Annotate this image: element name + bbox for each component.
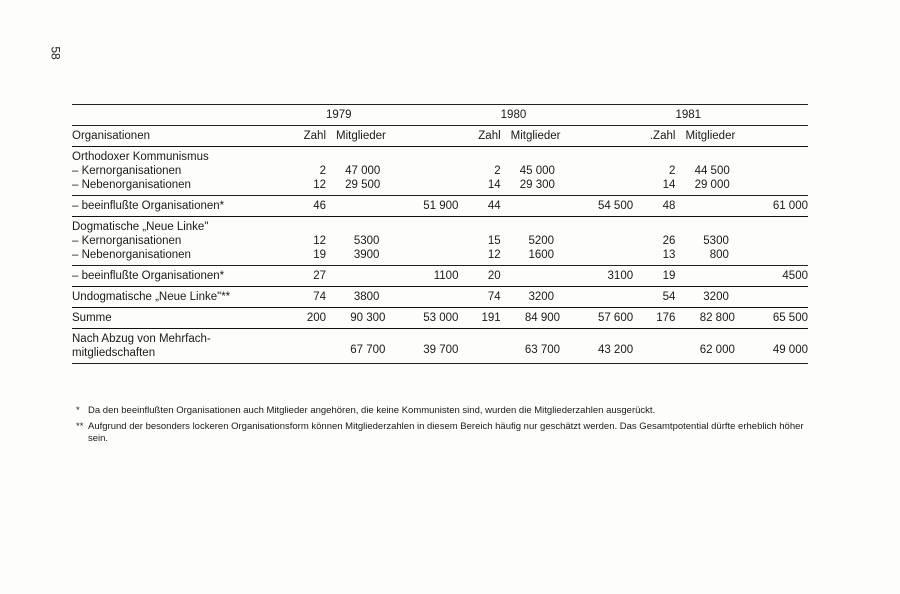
cell: 12 — [313, 235, 326, 247]
cell: 27 — [284, 266, 326, 287]
net-label-line2: mitgliedschaften — [72, 347, 156, 359]
cell: 3800 — [326, 287, 399, 308]
cell: 54 — [633, 287, 675, 308]
cell: 90 300 — [326, 308, 399, 329]
table-row — [72, 178, 808, 196]
cell: 3900 — [353, 249, 380, 261]
year-1981: 1981 — [675, 105, 748, 126]
cell: 4500 — [749, 266, 808, 287]
cell: 29 500 — [345, 179, 381, 191]
cell: 84 900 — [501, 308, 574, 329]
cell: 2 — [494, 165, 501, 177]
cell: 2 — [319, 165, 326, 177]
cell: 14 — [487, 179, 501, 191]
table-row — [72, 164, 808, 178]
cell: 3200 — [501, 287, 574, 308]
cell: 19 — [313, 249, 326, 261]
cell: 5200 — [528, 235, 555, 247]
cell: 48 — [633, 196, 675, 217]
cell: 65 500 — [749, 308, 808, 329]
footnote-text: Aufgrund der besonders lockeren Organisationsform können Mitgliederzahlen in diesem Bereich häufig nur geschätzt werden. Das Gesamtpotential dürfte erheblich höher sein. — [88, 421, 804, 444]
cell: 54 500 — [574, 196, 633, 217]
cell: 46 — [284, 196, 326, 217]
cell: 3100 — [574, 266, 633, 287]
row-label: Undogmatische „Neue Linke"** — [72, 287, 284, 308]
year-1980: 1980 — [501, 105, 574, 126]
cell: 43 200 — [574, 329, 633, 364]
section-title-row — [72, 217, 808, 235]
cell: 51 900 — [399, 196, 458, 217]
header-zahl: .Zahl — [633, 126, 675, 147]
cell: 26 — [662, 235, 676, 247]
row-label: – Kernorganisationen — [72, 235, 182, 247]
header-zahl: Zahl — [458, 126, 500, 147]
header-mitglieder: Mitglieder — [501, 126, 574, 147]
page-number: 58 — [48, 46, 63, 60]
section-title: Dogmatische „Neue Linke" — [72, 217, 284, 235]
footnote — [76, 421, 816, 445]
header-zahl: Zahl — [284, 126, 326, 147]
cell: 39 700 — [399, 329, 458, 364]
column-header-row — [72, 126, 808, 147]
cell: 200 — [284, 308, 326, 329]
cell: 13 — [662, 249, 676, 261]
year-header-row — [72, 105, 808, 126]
cell: 62 000 — [675, 329, 748, 364]
cell: 53 000 — [399, 308, 458, 329]
section-title-row — [72, 147, 808, 165]
cell: 176 — [633, 308, 675, 329]
row-label: Summe — [72, 308, 284, 329]
header-mitglieder: Mitglieder — [675, 126, 748, 147]
cell: 63 700 — [501, 329, 574, 364]
table-row — [72, 266, 808, 287]
membership-table — [72, 104, 808, 364]
cell: 14 — [662, 179, 676, 191]
cell: 191 — [458, 308, 500, 329]
cell: 5300 — [703, 235, 729, 247]
footnote-mark: * — [76, 405, 80, 416]
row-label: – beeinflußte Organisationen* — [72, 196, 284, 217]
cell: 47 000 — [345, 165, 381, 177]
cell: 1600 — [528, 249, 555, 261]
cell: 82 800 — [675, 308, 748, 329]
table-row — [72, 234, 808, 248]
sum-row — [72, 308, 808, 329]
footnote — [76, 405, 816, 417]
footnote-text: Da den beeinflußten Organisationen auch Mitglieder angehören, die keine Kommunisten sind, wurden die Mitgliederzahlen ausgerückt. — [88, 405, 656, 416]
cell: 29 300 — [519, 179, 555, 191]
cell: 19 — [633, 266, 675, 287]
cell: 1100 — [399, 266, 458, 287]
row-label — [72, 329, 284, 364]
cell: 5300 — [353, 235, 380, 247]
row-label: – Nebenorganisationen — [72, 249, 191, 261]
cell: 44 500 — [694, 165, 730, 177]
cell: 20 — [458, 266, 500, 287]
cell: 12 — [313, 179, 326, 191]
header-mitglieder: Mitglieder — [326, 126, 399, 147]
cell: 3200 — [675, 287, 748, 308]
header-organisations: Organisationen — [72, 126, 284, 147]
cell: 800 — [709, 249, 729, 261]
cell: 74 — [284, 287, 326, 308]
table-row — [72, 248, 808, 266]
row-label: – beeinflußte Organisationen* — [72, 266, 284, 287]
table-row — [72, 196, 808, 217]
section-title: Orthodoxer Kommunismus — [72, 147, 284, 165]
cell: 12 — [487, 249, 501, 261]
cell: 74 — [458, 287, 500, 308]
cell: 57 600 — [574, 308, 633, 329]
net-row — [72, 329, 808, 364]
cell: 29 000 — [694, 179, 730, 191]
cell: 49 000 — [749, 329, 808, 364]
cell: 44 — [458, 196, 500, 217]
row-label: – Kernorganisationen — [72, 165, 182, 177]
footnote-mark: ** — [76, 421, 84, 432]
table-row — [72, 287, 808, 308]
net-label-line1: Nach Abzug von Mehrfach- — [72, 333, 211, 345]
cell: 67 700 — [326, 329, 399, 364]
cell: 2 — [669, 165, 676, 177]
footnotes — [76, 405, 816, 445]
cell: 61 000 — [749, 196, 808, 217]
year-1979: 1979 — [326, 105, 399, 126]
row-label: – Nebenorganisationen — [72, 179, 191, 191]
cell: 15 — [487, 235, 501, 247]
cell: 45 000 — [519, 165, 555, 177]
